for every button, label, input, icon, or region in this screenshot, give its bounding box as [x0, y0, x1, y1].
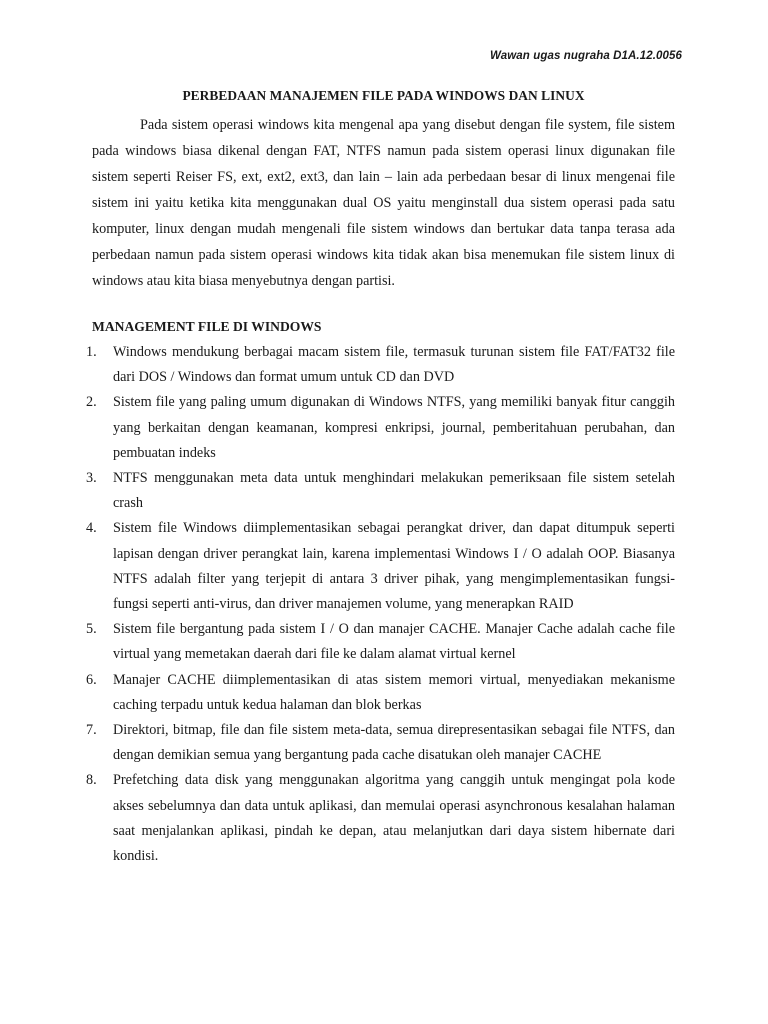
list-item-text: Sistem file Windows diimplementasikan sebagai perangkat driver, dan dapat ditumpuk seperti lapisan dengan driver perangkat lain, karena implementasi Windows I / O adalah OOP. Biasanya NTFS adalah filter yang terjepit di antara 3 driver pihak, yang mengimplementasikan fungsi-fungsi seperti anti-virus, dan driver manajemen volume, yang menerapkan RAID: [113, 520, 675, 613]
document-title: PERBEDAAN MANAJEMEN FILE PADA WINDOWS DAN LINUX: [182, 88, 585, 103]
intro-paragraph: Pada sistem operasi windows kita mengenal apa yang disebut dengan file system, file sistem pada windows biasa dikenal dengan FAT, NTFS namun pada sistem operasi linux digunakan file sistem seperti Reiser FS, ext, ext2, ext3, dan lain – lain ada perbedaan besar di linux mengenai file sistem ini yaitu ketika kita menggunakan dual OS yaitu menginstall dua sistem operasi pada satu komputer, linux dengan mudah mengenali file sistem windows dan bertukar data tanpa terasa ada perbedaan namun pada sistem operasi windows kita tidak akan bisa menemukan file sistem linux di windows atau kita biasa menyebutnya dengan partisi.: [92, 117, 675, 289]
list-item-text: Sistem file yang paling umum digunakan di Windows NTFS, yang memiliki banyak fitur canggih yang berkaitan dengan keamanan, kompresi enkripsi, journal, pemberitahuan perubahan, dan pembuatan indeks: [113, 394, 675, 461]
list-item-number: 8.: [86, 772, 97, 789]
list-item-number: 1.: [86, 344, 97, 360]
list-item-text: Manajer CACHE diimplementasikan di atas sistem memori virtual, menyediakan mekanisme caching terpadu untuk kedua halaman dan blok berkas: [113, 671, 675, 713]
list-item: [86, 516, 675, 617]
list-item: [86, 718, 675, 768]
list-item-number: 5.: [86, 621, 97, 638]
author-header: Wawan ugas nugraha D1A.12.0056: [490, 50, 682, 62]
section-heading: MANAGEMENT FILE DI WINDOWS: [92, 319, 322, 334]
windows-file-management-list: [86, 340, 675, 869]
list-item-text: Direktori, bitmap, file dan file sistem meta-data, semua direpresentasikan sebagai file NTFS, dan dengan demikian semua yang bergantung pada cache disatukan oleh manajer CACHE: [113, 722, 675, 764]
list-item: [86, 340, 675, 390]
document-content: [86, 84, 675, 869]
list-item: [86, 390, 675, 466]
list-item: [86, 466, 675, 516]
list-item-text: Prefetching data disk yang menggunakan algoritma yang canggih untuk mengingat pola kode akses sebelumnya dan data untuk aplikasi, dan memulai operasi asynchronous kesalahan halaman saat menjalankan aplikasi, pindah ke depan, atau melanjutkan dari daya sistem hibernate dari kondisi.: [113, 772, 675, 865]
list-item-text: Sistem file bergantung pada sistem I / O dan manajer CACHE. Manajer Cache adalah cache file virtual yang memetakan daerah dari file ke dalam alamat virtual kernel: [113, 621, 675, 663]
list-item-number: 3.: [86, 470, 97, 487]
list-item-number: 2.: [86, 394, 97, 411]
list-item: [86, 768, 675, 869]
list-item-number: 6.: [86, 671, 97, 688]
list-item-text: NTFS menggunakan meta data untuk menghindari melakukan pemeriksaan file sistem setelah crash: [113, 470, 675, 512]
list-item-number: 7.: [86, 722, 97, 739]
list-item-text: Windows mendukung berbagai macam sistem file, termasuk turunan sistem file FAT/FAT32 file dari DOS / Windows dan format umum untuk CD dan DVD: [113, 344, 675, 386]
list-item: [86, 617, 675, 667]
list-item: [86, 668, 675, 718]
list-item-number: 4.: [86, 520, 97, 537]
